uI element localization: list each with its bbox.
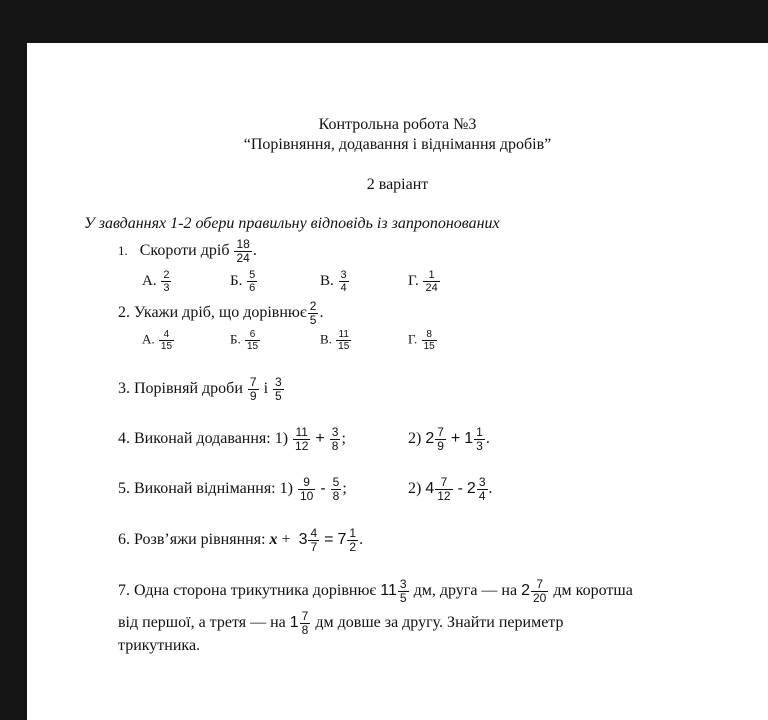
task-2-option-d[interactable]: Г. $\frac{8}{15}$	[408, 329, 435, 352]
task-1-option-d[interactable]: Г. $\frac{1}{24}$	[408, 269, 438, 294]
task-1-fraction: $\frac{18}{24}$	[236, 237, 250, 265]
task-6: 6. Розв’яжи рівняння: x + 3 $\frac{4}{7}$ = 7 $\frac{1}{2}$ .	[118, 526, 364, 554]
task-1-text: Скороти дріб	[139, 242, 230, 260]
task-2-option-a[interactable]: А. $\frac{4}{15}$	[142, 329, 173, 352]
task-5-part-1: 5. Виконай віднімання: 1) $\frac{9}{10}$ - $\frac{5}{8}$ ;	[118, 475, 347, 503]
task-3-fraction-1: $\frac{7}{9}$	[249, 375, 257, 403]
task-2-option-b[interactable]: Б. $\frac{6}{15}$	[230, 329, 259, 352]
task-2-text: 2. Укажи дріб, що дорівнює	[118, 304, 307, 322]
task-3-fraction-2: $\frac{3}{5}$	[275, 375, 282, 403]
task-1: 1. Скороти дріб $\frac{18}{24}$ .	[118, 237, 257, 265]
instruction: У завданнях 1-2 обери правильну відповідь із запропонованих	[84, 215, 500, 232]
task-5-part-2: 2) 4 $\frac{7}{12}$ - 2 $\frac{3}{4}$ .	[408, 475, 493, 503]
variant-label: 2 варіант	[366, 176, 429, 193]
worksheet-subtitle: “Порівняння, додавання і віднімання дробів”	[243, 136, 552, 153]
task-1-option-a[interactable]: А. $\frac{2}{3}$	[142, 269, 170, 294]
task-2-fraction: $\frac{2}{5}$	[309, 299, 317, 327]
task-3: 3. Порівняй дроби $\frac{7}{9}$ і $\frac{3}{5}$	[118, 375, 282, 403]
task-4-text: 4. Виконай додавання: 1)	[118, 430, 289, 448]
task-1-number: 1.	[118, 243, 128, 259]
task-1-option-c[interactable]: В. $\frac{3}{4}$	[320, 269, 347, 294]
task-7-line-1: 7. Одна сторона трикутника дорівнює 11 $\frac{3}{5}$ дм, друга — на 2 $\frac{7}{20}$ дм коротша	[118, 577, 633, 605]
task-3-text: 3. Порівняй дроби	[118, 380, 243, 398]
task-1-option-b[interactable]: Б. $\frac{5}{6}$	[230, 269, 256, 294]
worksheet-page	[27, 43, 768, 720]
task-7-line-3: трикутника.	[118, 637, 201, 654]
task-2-option-c[interactable]: В. $\frac{11}{15}$	[320, 329, 350, 352]
task-4-part-1: 4. Виконай додавання: 1) $\frac{11}{12}$ + $\frac{3}{8}$ ;	[118, 425, 346, 453]
task-2: 2. Укажи дріб, що дорівнює $\frac{2}{5}$ .	[118, 299, 324, 327]
task-4-part-2: 2) 2 $\frac{7}{9}$ + 1 $\frac{1}{3}$ .	[408, 425, 490, 453]
task-5-text: 5. Виконай віднімання: 1)	[118, 480, 293, 498]
task-7-line-2: від першої, а третя — на 1 $\frac{7}{8}$ дм довше за другу. Знайти периметр	[118, 609, 564, 637]
worksheet-title: Контрольна робота №3	[318, 116, 477, 133]
task-6-text: 6. Розв’яжи рівняння:	[118, 531, 266, 549]
